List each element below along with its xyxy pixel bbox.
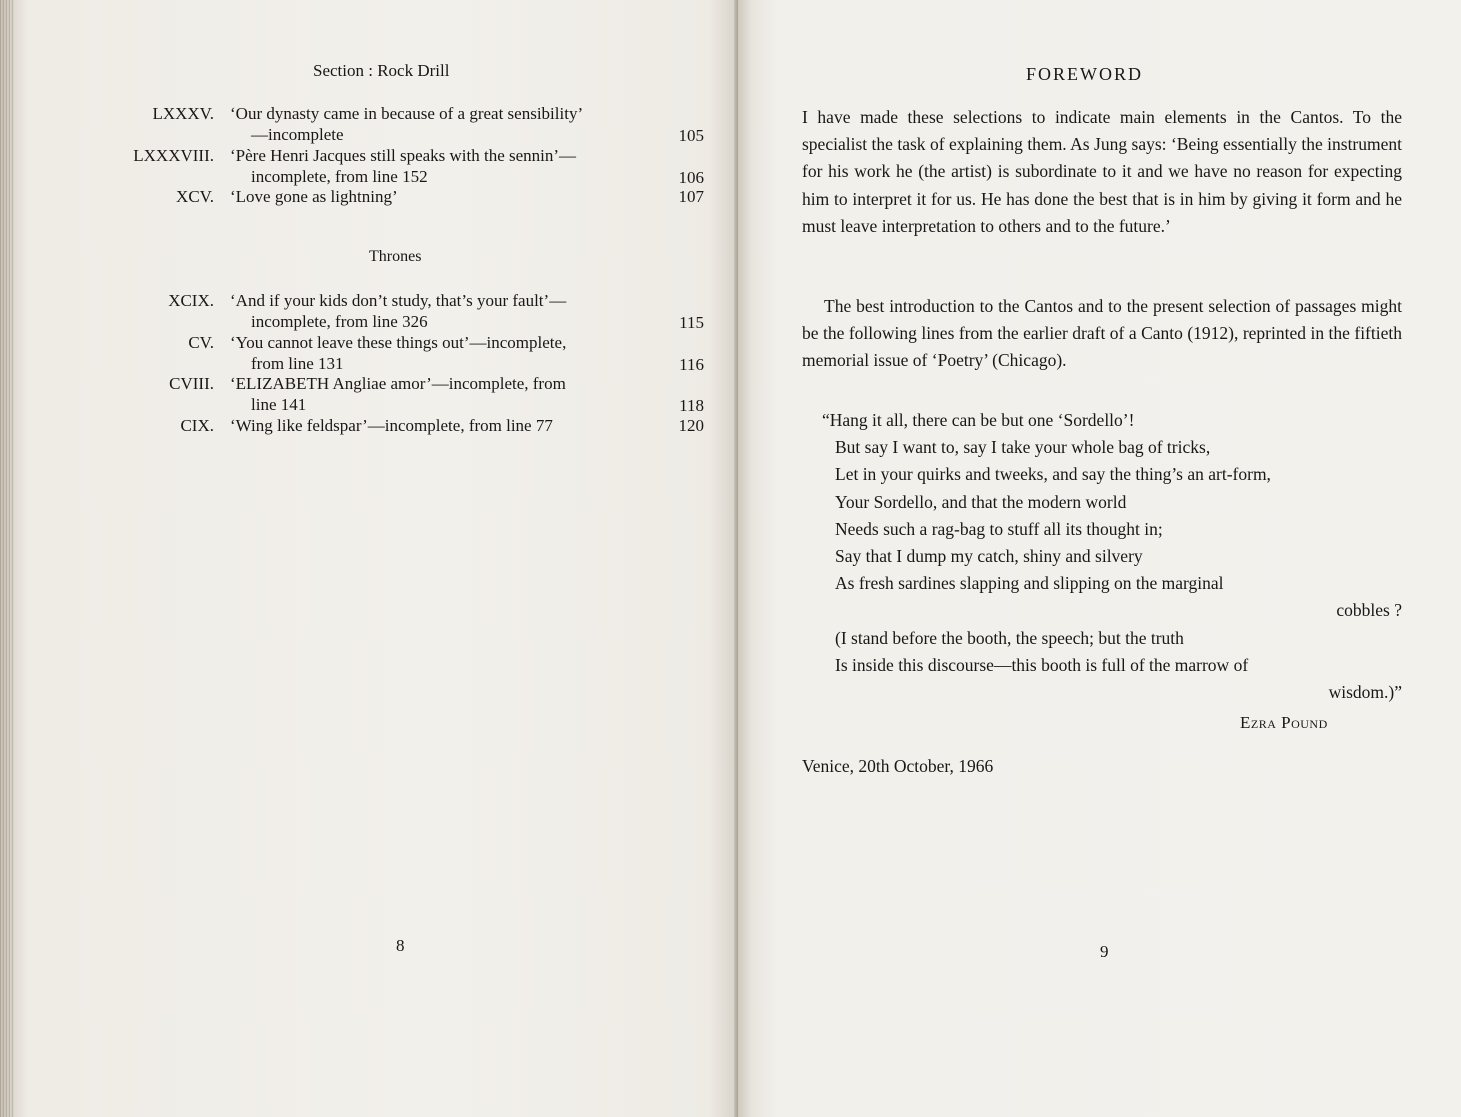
toc-page-number: 107 [678, 187, 704, 206]
dateline: Venice, 20th October, 1966 [802, 756, 994, 776]
toc-page-number: 116 [679, 355, 704, 374]
toc-title [230, 290, 660, 332]
toc-title [230, 373, 660, 415]
poem-line-turnover: wisdom.)” [1328, 682, 1402, 703]
poem-line: Say that I dump my catch, shiny and silvery [835, 546, 1143, 567]
toc-numeral: CVIII. [169, 374, 214, 393]
toc-title-line: ‘Love gone as lightning’ [230, 187, 398, 206]
toc-page-number: 106 [678, 168, 704, 187]
toc-title [230, 103, 660, 145]
toc-numeral: LXXXVIII. [133, 146, 214, 165]
thrones-heading: Thrones [369, 248, 422, 265]
toc-page-number: 118 [679, 396, 704, 415]
poem-line: “Hang it all, there can be but one ‘Sordello’! [822, 410, 1135, 430]
poem-line: (I stand before the booth, the speech; but the truth [835, 627, 1184, 648]
toc-title-line: line 141 [251, 395, 307, 414]
paragraph-text: I have made these selections to indicate main elements in the Cantos. To the specialist the task of explaining them. As Jung says: ‘Being essentially the instrument for his work he (the artist) is subordinate to it and we have no reason for expecting him to interpret it for us. He has done the best that is in him by giving it form and he must leave interpretation to others and to the future.’ [802, 107, 1402, 236]
toc-numeral: XCV. [176, 187, 214, 206]
toc-title-line: ‘Wing like feldspar’—incomplete, from line 77 [230, 416, 553, 435]
section-heading: Section : Rock Drill [313, 61, 450, 80]
foreword-paragraph-2 [802, 293, 1402, 375]
poem-line: Your Sordello, and that the modern world [835, 491, 1127, 512]
toc-page-number: 115 [679, 313, 704, 332]
toc-numeral: XCIX. [168, 291, 214, 310]
toc-title-line: —incomplete [251, 125, 344, 144]
poem-line: Needs such a rag-bag to stuff all its thought in; [835, 518, 1163, 539]
page-number-right: 9 [1100, 942, 1109, 961]
page-number-left: 8 [396, 936, 405, 955]
toc-title-line: ‘Père Henri Jacques still speaks with the sennin’— [230, 146, 577, 165]
poem-line: But say I want to, say I take your whole bag of tricks, [835, 437, 1211, 458]
toc-title [230, 415, 660, 436]
poem-line: Let in your quirks and tweeks, and say the thing’s an art-form, [835, 464, 1271, 485]
toc-numeral: CV. [188, 333, 214, 352]
foreword-paragraph-1 [802, 104, 1402, 240]
toc-title-line: from line 131 [251, 354, 344, 373]
page-edges [0, 0, 14, 1117]
toc-title-line: ‘Our dynasty came in because of a great sensibility’ [230, 104, 584, 123]
poem-line: Is inside this discourse—this booth is full of the marrow of [835, 654, 1249, 675]
author-signature: Ezra Pound [1240, 713, 1328, 732]
toc-title [230, 332, 660, 374]
poem-line: As fresh sardines slapping and slipping on the marginal [835, 573, 1224, 594]
toc-title-line: ‘And if your kids don’t study, that’s your fault’— [230, 291, 567, 310]
toc-title-line: incomplete, from line 326 [251, 312, 428, 331]
toc-numeral: LXXXV. [152, 104, 214, 123]
paragraph-text: The best introduction to the Cantos and to the present selection of passages might be the following lines from the earlier draft of a Canto (1912), reprinted in the fiftieth memorial issue of ‘Poetry’ (Chicago). [802, 296, 1402, 371]
toc-page-number: 105 [678, 126, 704, 145]
toc-page-number: 120 [678, 416, 704, 435]
toc-title [230, 186, 660, 207]
quoted-poem [822, 407, 1402, 706]
toc-title-line: incomplete, from line 152 [251, 167, 428, 186]
poem-line-turnover: cobbles ? [1336, 600, 1402, 621]
toc-title-line: ‘You cannot leave these things out’—incomplete, [230, 333, 567, 352]
foreword-title: FOREWORD [1026, 64, 1144, 84]
toc-title-line: ‘ELIZABETH Angliae amor’—incomplete, from [230, 374, 566, 393]
toc-numeral: CIX. [180, 416, 214, 435]
toc-title [230, 145, 660, 187]
